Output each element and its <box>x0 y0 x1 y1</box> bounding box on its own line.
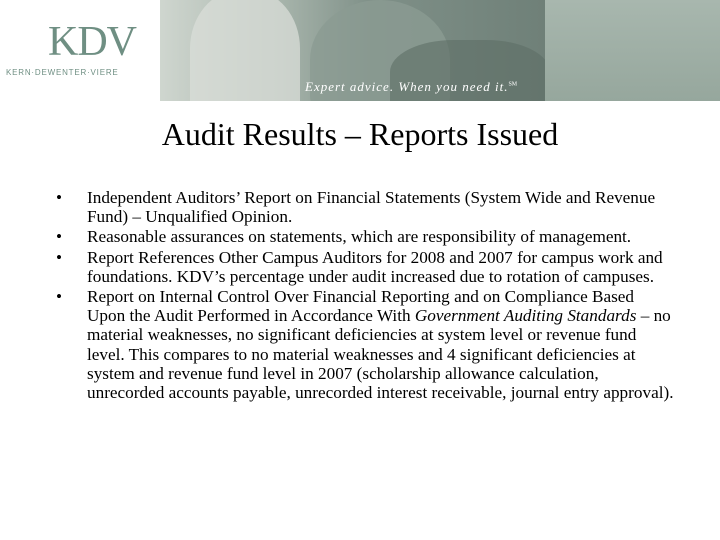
logo-subtitle: KERN·DEWENTER·VIERE <box>6 68 119 77</box>
list-item <box>56 188 676 226</box>
bullet-icon: • <box>56 247 63 267</box>
bullet-text: Reasonable assurances on statements, which are responsibility of management. <box>87 227 632 247</box>
bullet-icon: • <box>56 188 63 207</box>
bullet-icon: • <box>56 227 63 247</box>
company-logo <box>0 0 160 101</box>
logo-mark: KDV <box>48 19 136 65</box>
service-mark: SM <box>508 81 518 88</box>
emphasis-text: Government Auditing Standards <box>414 306 637 326</box>
bullet-icon: • <box>56 287 63 307</box>
list-item <box>56 227 676 246</box>
bullet-list <box>56 188 676 403</box>
slide-header-banner <box>0 0 720 101</box>
bullet-text: Independent Auditors’ Report on Financial Statements (System Wide and Revenue Fund) – Unqualified Opinion. <box>87 188 656 227</box>
tagline: Expert advice. When you need it.℠ <box>305 79 518 94</box>
slide-title: Audit Results – Reports Issued <box>161 116 559 152</box>
banner-right-panel <box>545 0 720 101</box>
list-item <box>56 287 676 402</box>
bullet-text: Report on Internal Control Over Financial Reporting and on Compliance Based Upon the Audit Performed in Accordance With Government Auditing Standards – no material weaknesses, no significant deficiencies at system level or revenue fund level. This compares to no material weaknesses and 4 significant deficiencies at system and revenue fund level in 2007 (scholarship allowance calculation, unrecorded accounts payable, unrecorded interest receivable, journal entry approval). <box>87 287 674 403</box>
bullet-text: Report References Other Campus Auditors for 2008 and 2007 for campus work and foundations. KDV’s percentage under audit increased due to rotation of campuses. <box>87 247 663 286</box>
list-item <box>56 248 676 286</box>
